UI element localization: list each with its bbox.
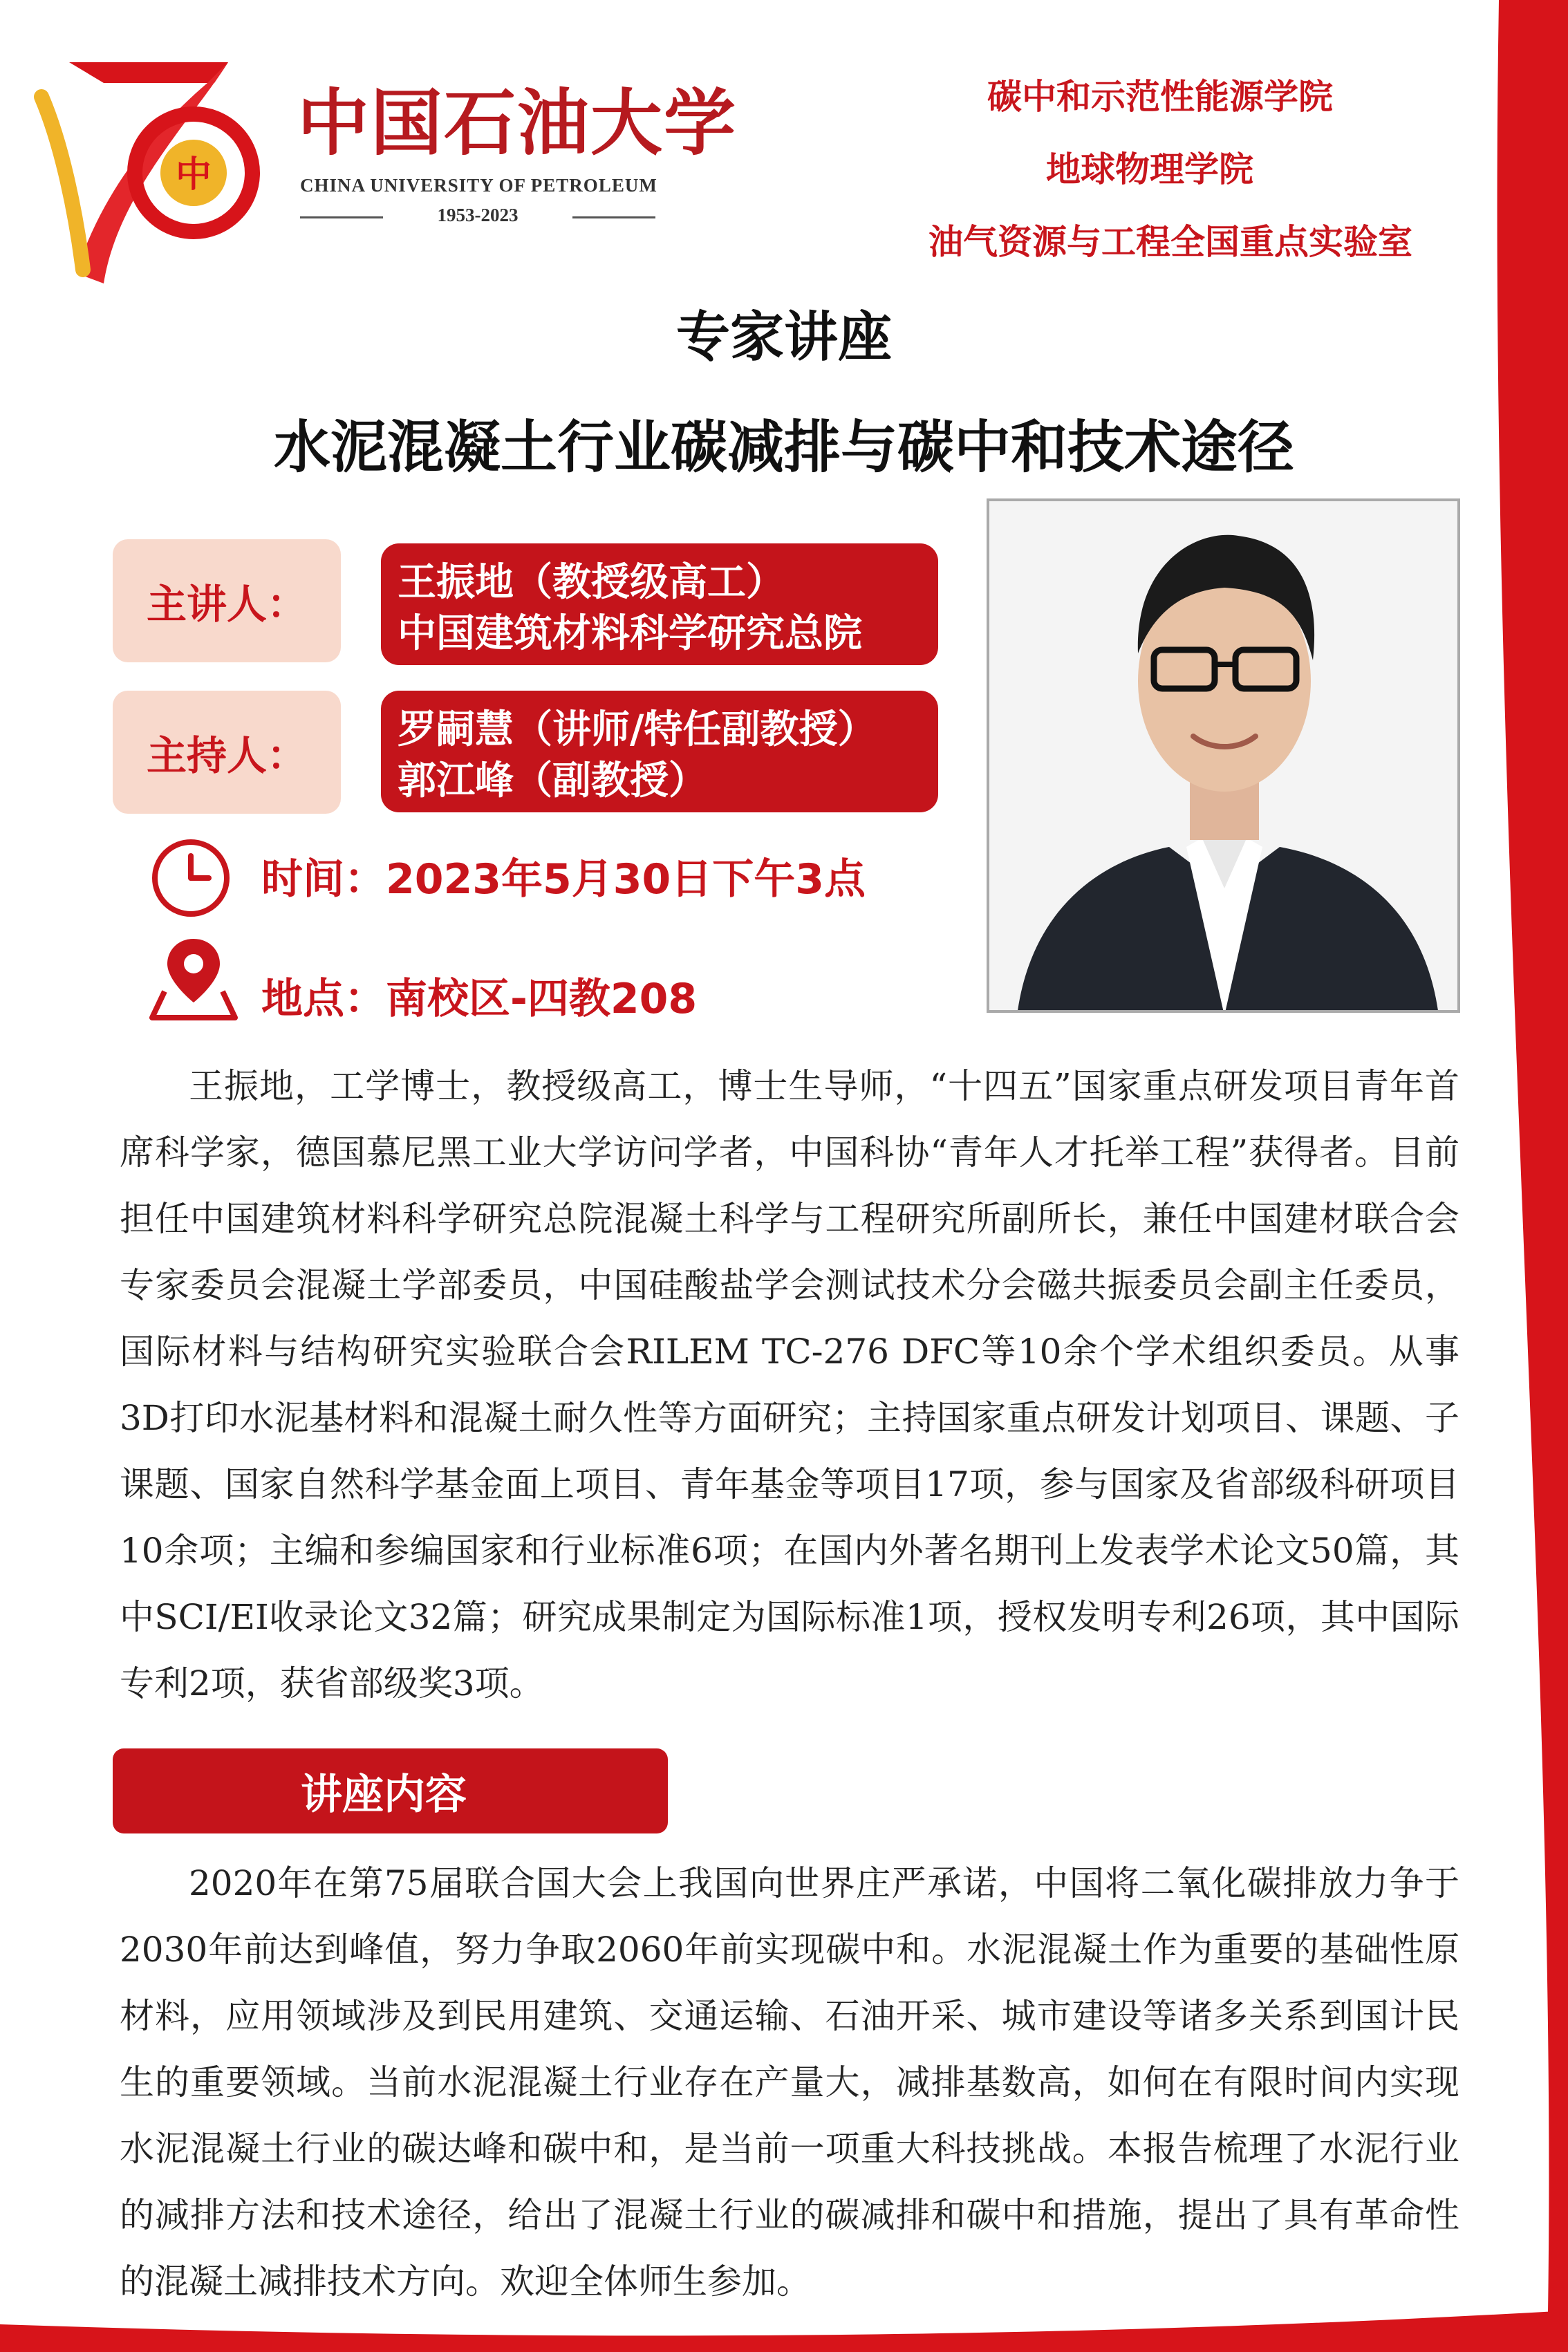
speaker-info	[381, 543, 938, 665]
lecture-time: 时间：2023年5月30日下午3点	[261, 855, 866, 904]
speaker-affiliation: 中国建筑材料科学研究总院	[398, 611, 862, 656]
section-title-bar: 讲座内容	[113, 1748, 668, 1833]
lecture-content-text: 2020年在第75届联合国大会上我国向世界庄严承诺，中国将二氧化碳排放力争于2030年前达到峰值，努力争取2060年前实现碳中和。水泥混凝土作为重要的基础性原材料，应用领域涉及到民用建筑、交通运输、石油开采、城市建设等诸多关系到国计民生的重要领域。当前水泥混凝土行业存在产量大，减排基数高，如何在有限时间内实现水泥混凝土行业的碳达峰和碳中和，是当前一项重大科技挑战。本报告梳理了水泥行业的减排方法和技术途径，给出了混凝土行业的碳减排和碳中和措施，提出了具有革命性的混凝土减排技术方向。欢迎全体师生参加。	[120, 1863, 1459, 2302]
host-name-2: 郭江峰（副教授）	[398, 758, 707, 803]
speaker-label: 主讲人：	[113, 539, 341, 662]
svg-text:中: 中	[175, 154, 212, 196]
institute-3: 油气资源与工程全国重点实验室	[928, 222, 1412, 262]
university-70th-anniversary-logo	[21, 35, 270, 290]
map-pin-icon	[145, 933, 242, 1023]
host-label: 主持人：	[113, 691, 341, 814]
clock-icon	[149, 837, 232, 920]
university-name-en: CHINA UNIVERSITY OF PETROLEUM	[300, 175, 657, 196]
lecture-content	[120, 1850, 1459, 2315]
host-info	[381, 691, 938, 812]
university-name-cn: 中国石油大学	[297, 80, 738, 165]
lecture-type: 专家讲座	[675, 306, 892, 368]
speaker-bio	[120, 1053, 1459, 1717]
speaker-name: 王振地（教授级高工）	[398, 560, 785, 605]
speaker-photo	[987, 498, 1460, 1013]
institute-1: 碳中和示范性能源学院	[987, 77, 1333, 117]
lecture-location: 地点：南校区-四教208	[261, 975, 698, 1023]
lecture-title: 水泥混凝土行业碳减排与碳中和技术途径	[273, 415, 1294, 480]
anniversary-years: 1953-2023	[437, 205, 519, 225]
speaker-bio-text: 王振地，工学博士，教授级高工，博士生导师，“十四五”国家重点研发项目青年首席科学家，德国慕尼黑工业大学访问学者，中国科协“青年人才托举工程”获得者。目前担任中国建筑材料科学研究总院混凝土科学与工程研究所副所长，兼任中国建材联合会专家委员会混凝土学部委员，中国硅酸盐学会测试技术分会磁共振委员会副主任委员，国际材料与结构研究实验联合会RILEM TC-276 DFC等10余个学术组织委员。从事3D打印水泥基材料和混凝土耐久性等方面研究；主持国家重点研发计划项目、课题、子课题、国家自然科学基金面上项目、青年基金等项目17项，参与国家及省部级科研项目10余项；主编和参编国家和行业标准6项；在国内外著名期刊上发表学术论文50篇，其中SCI/EI收录论文32篇；研究成果制定为国际标准1项，授权发明专利26项，其中国际专利2项，获省部级奖3项。	[120, 1066, 1459, 1704]
institute-2: 地球物理学院	[1046, 149, 1253, 189]
host-name-1: 罗嗣慧（讲师/特任副教授）	[398, 707, 877, 752]
speaker-portrait-illustration	[989, 501, 1460, 1013]
